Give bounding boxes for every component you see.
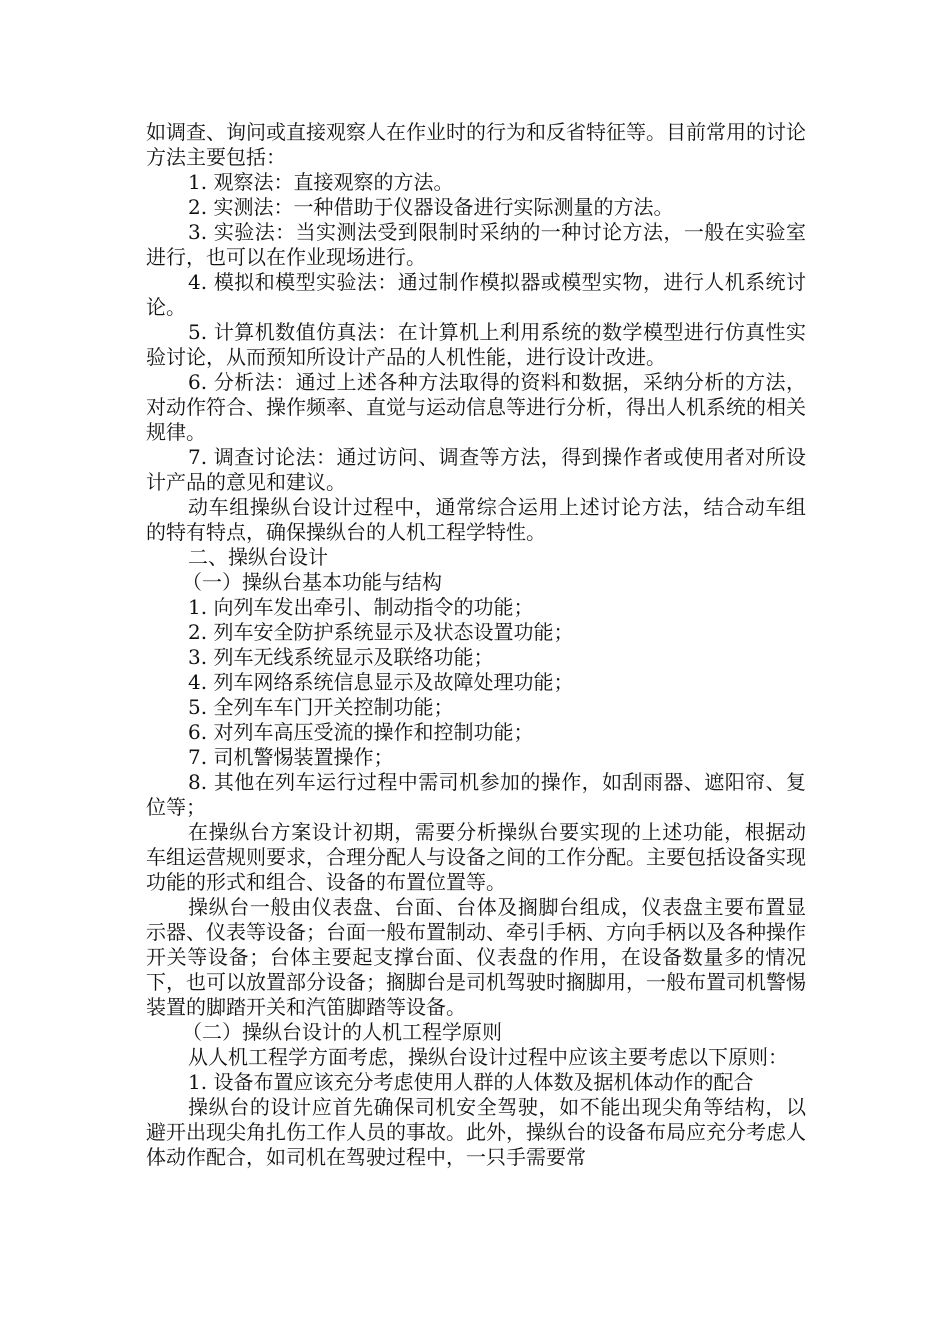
paragraph: 动车组操纵台设计过程中，通常综合运用上述讨论方法，结合动车组的特有特点，确保操纵台的人机工程学特性。: [146, 495, 806, 544]
list-item: 6. 对列车高压受流的操作和控制功能；: [188, 720, 534, 744]
list-item: 6. 分析法：通过上述各种方法取得的资料和数据，采纳分析的方法，对动作符合、操作频率、直觉与运动信息等进行分析，得出人机系统的相关规律。: [146, 370, 806, 444]
subsection-heading: （一）操纵台基本功能与结构: [182, 570, 442, 594]
list-item: 7. 司机警惕装置操作；: [188, 745, 394, 769]
paragraph-intro: 如调查、询问或直接观察人在作业时的行为和反省特征等。目前常用的讨论方法主要包括：: [146, 120, 806, 169]
list-item: 3. 列车无线系统显示及联络功能；: [188, 645, 494, 669]
list-item: 1. 观察法：直接观察的方法。: [188, 170, 454, 194]
list-item: 3. 实验法：当实测法受到限制时采纳的一种讨论方法，一般在实验室进行，也可以在作业现场进行。: [146, 220, 806, 269]
paragraph: 从人机工程学方面考虑，操纵台设计过程中应该主要考虑以下原则：: [188, 1045, 788, 1069]
subsection-heading: （二）操纵台设计的人机工程学原则: [182, 1020, 502, 1044]
paragraph: 操纵台一般由仪表盘、台面、台体及搁脚台组成，仪表盘主要布置显示器、仪表等设备；台面一般布置制动、牵引手柄、方向手柄以及各种操作开关等设备；台体主要起支撑台面、仪表盘的作用，在设备数量多的情况下，也可以放置部分设备；搁脚台是司机驾驶时搁脚用，一般布置司机警惕装置的脚踏开关和汽笛脚踏等设备。: [146, 895, 806, 1019]
list-item: 1. 向列车发出牵引、制动指令的功能；: [188, 595, 534, 619]
list-item: 8. 其他在列车运行过程中需司机参加的操作，如刮雨器、遮阳帘、复位等；: [146, 770, 806, 819]
list-item: 2. 列车安全防护系统显示及状态设置功能；: [188, 620, 574, 644]
paragraph: 在操纵台方案设计初期，需要分析操纵台要实现的上述功能，根据动车组运营规则要求，合理分配人与设备之间的工作分配。主要包括设备实现功能的形式和组合、设备的布置位置等。: [146, 820, 806, 894]
list-item: 1. 设备布置应该充分考虑使用人群的人体数及据机体动作的配合: [188, 1070, 754, 1094]
list-item: 7. 调查讨论法：通过访问、调查等方法，得到操作者或使用者对所设计产品的意见和建议。: [146, 445, 806, 494]
list-item: 4. 列车网络系统信息显示及故障处理功能；: [188, 670, 574, 694]
list-item: 2. 实测法：一种借助于仪器设备进行实际测量的方法。: [188, 195, 674, 219]
document-page: [146, 120, 806, 1170]
section-heading: 二、操纵台设计: [188, 545, 328, 569]
list-item: 5. 全列车车门开关控制功能；: [188, 695, 454, 719]
list-item: 5. 计算机数值仿真法：在计算机上利用系统的数学模型进行仿真性实验讨论，从而预知所设计产品的人机性能，进行设计改进。: [146, 320, 806, 369]
paragraph: 操纵台的设计应首先确保司机安全驾驶，如不能出现尖角等结构，以避开出现尖角扎伤工作人员的事故。此外，操纵台的设备布局应充分考虑人体动作配合，如司机在驾驶过程中，一只手需要常: [146, 1095, 806, 1169]
list-item: 4. 模拟和模型实验法：通过制作模拟器或模型实物，进行人机系统讨论。: [146, 270, 806, 319]
